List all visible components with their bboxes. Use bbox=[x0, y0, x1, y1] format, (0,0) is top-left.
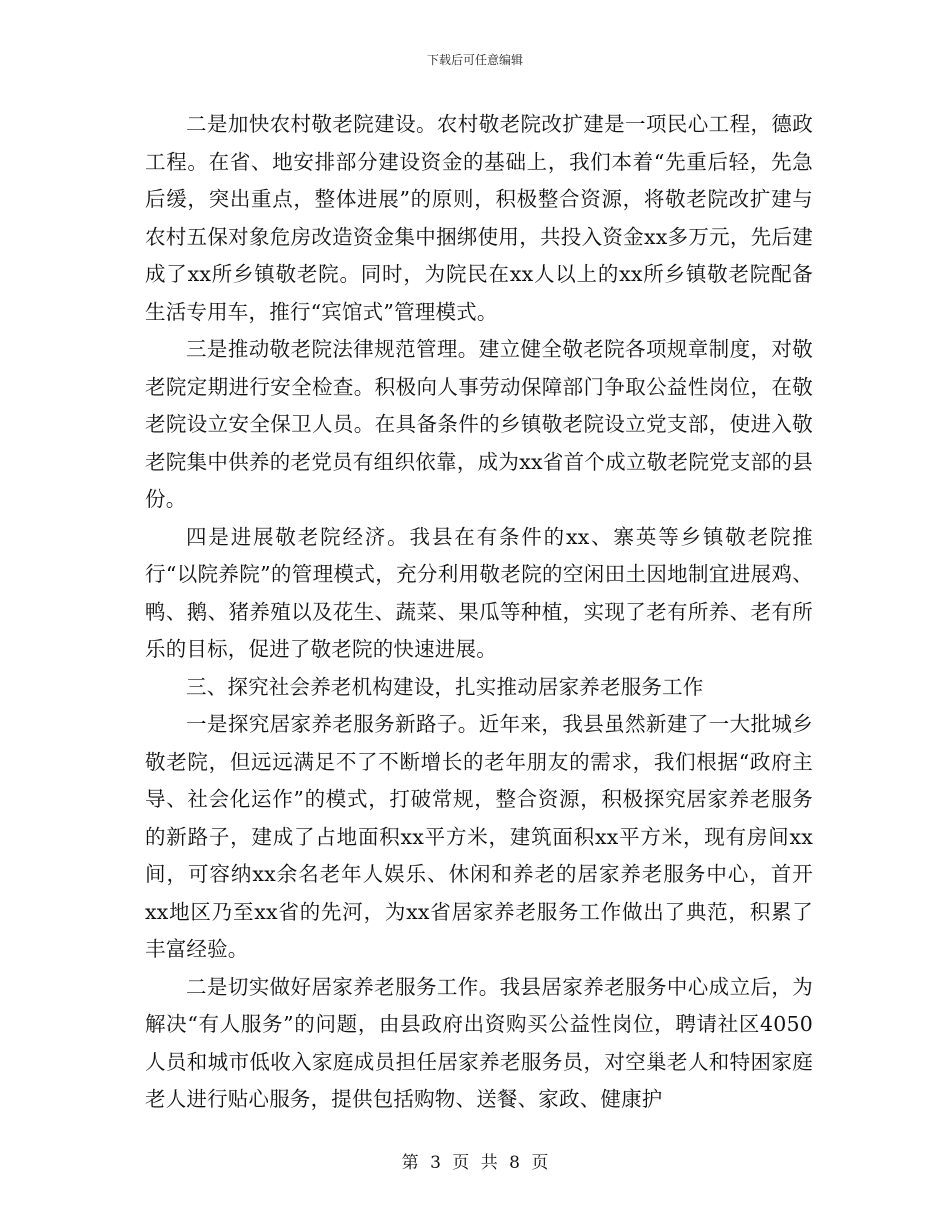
paragraph-home-care-new-path: 一是探究居家养老服务新路子。近年来，我县虽然新建了一大批城乡敬老院，但远远满足不了不断增长的老年朋友的需求，我们根据“政府主导、社会化运作”的模式，打破常规，整合资源，积极探究居家养老服务的新路子，建成了占地面积xx平方米，建筑面积xx平方米，现有房间xx间，可容纳xx余名老年人娱乐、休闲和养老的居家养老服务中心，首开xx地区乃至xx省的先河，为xx省居家养老服务工作做出了典范，积累了丰富经验。 bbox=[145, 712, 813, 961]
paragraph-home-care-service-work: 二是切实做好居家养老服务工作。我县居家养老服务中心成立后，为解决“有人服务”的问题，由县政府出资购买公益性岗位，聘请社区4050人员和城市低收入家庭成员担任居家养老服务员，对空巢老人和特困家庭老人进行贴心服务，提供包括购物、送餐、家政、健康护 bbox=[145, 974, 813, 1111]
page-header: 下载后可任意编辑 bbox=[426, 53, 523, 67]
paragraph-nursing-home-legal-management: 三是推动敬老院法律规范管理。建立健全敬老院各项规章制度，对敬老院定期进行安全检查。积极向人事劳动保障部门争取公益性岗位，在敬老院设立安全保卫人员。在具备条件的乡镇敬老院设立党支部，使进入敬老院集中供养的老党员有组织依靠，成为xx省首个成立敬老院党支部的县份。 bbox=[145, 337, 813, 511]
section-heading-social-elderly-care: 三、探究社会养老机构建设，扎实推动居家养老服务工作 bbox=[186, 674, 704, 699]
paragraph-nursing-home-economy: 四是进展敬老院经济。我县在有条件的xx、寨英等乡镇敬老院推行“以院养院”的管理模式，充分利用敬老院的空闲田土因地制宜进展鸡、鸭、鹅、猪养殖以及花生、蔬菜、果瓜等种植，实现了老有所养、老有所乐的目标，促进了敬老院的快速进展。 bbox=[145, 524, 813, 661]
paragraph-rural-nursing-home-construction: 二是加快农村敬老院建设。农村敬老院改扩建是一项民心工程，德政工程。在省、地安排部分建设资金的基础上，我们本着“先重后轻，先急后缓，突出重点，整体进展”的原则，积极整合资源，将敬老院改扩建与农村五保对象危房改造资金集中捆绑使用，共投入资金xx多万元，先后建成了xx所乡镇敬老院。同时，为院民在xx人以上的xx所乡镇敬老院配备生活专用车，推行“宾馆式”管理模式。 bbox=[145, 112, 813, 324]
document-body bbox=[145, 106, 813, 1119]
page-number-footer: 第 3 页 共 8 页 bbox=[401, 1153, 549, 1173]
